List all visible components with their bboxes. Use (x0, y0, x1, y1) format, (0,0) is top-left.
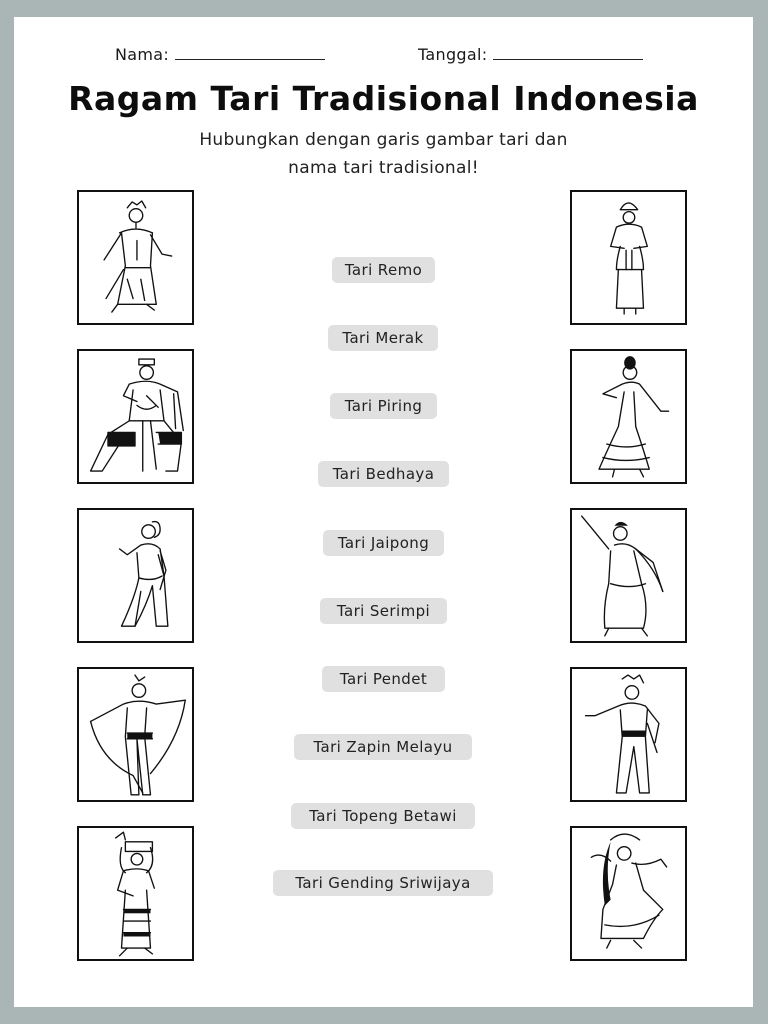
dancer-figure-icon (572, 510, 685, 641)
dancer-image-right-1[interactable] (570, 190, 687, 325)
instruction-line-2: nama tari tradisional! (288, 158, 479, 178)
dance-option-7[interactable]: Tari Pendet (322, 666, 445, 692)
dance-option-4[interactable]: Tari Bedhaya (318, 461, 449, 487)
dancer-figure-icon (79, 510, 192, 641)
date-field[interactable] (418, 45, 643, 64)
dancer-image-left-3[interactable] (77, 508, 194, 643)
dancer-image-left-4[interactable] (77, 667, 194, 802)
dancer-image-left-2[interactable] (77, 349, 194, 484)
dancer-figure-icon (79, 192, 192, 323)
worksheet (14, 17, 753, 1007)
name-blank-line[interactable] (175, 47, 325, 60)
dance-option-3[interactable]: Tari Piring (330, 393, 437, 419)
dancer-image-left-1[interactable] (77, 190, 194, 325)
dancer-figure-icon (79, 669, 192, 800)
date-label: Tanggal: (418, 45, 488, 64)
dancer-figure-icon (572, 669, 685, 800)
dancer-image-left-5[interactable] (77, 826, 194, 961)
dance-option-9[interactable]: Tari Topeng Betawi (291, 803, 475, 829)
name-field[interactable] (115, 45, 325, 64)
dancer-figure-icon (572, 192, 685, 323)
dance-option-1[interactable]: Tari Remo (332, 257, 435, 283)
dancer-figure-icon (572, 828, 685, 959)
dance-option-5[interactable]: Tari Jaipong (323, 530, 444, 556)
dance-option-10[interactable]: Tari Gending Sriwijaya (273, 870, 493, 896)
dancer-image-right-4[interactable] (570, 667, 687, 802)
page-title: Ragam Tari Tradisional Indonesia (68, 79, 699, 118)
dancer-image-right-5[interactable] (570, 826, 687, 961)
date-blank-line[interactable] (493, 47, 643, 60)
dancer-image-right-2[interactable] (570, 349, 687, 484)
dance-option-2[interactable]: Tari Merak (328, 325, 438, 351)
dancer-figure-icon (79, 828, 192, 959)
dancer-image-right-3[interactable] (570, 508, 687, 643)
dance-option-6[interactable]: Tari Serimpi (320, 598, 447, 624)
name-label: Nama: (115, 45, 170, 64)
instruction-line-1: Hubungkan dengan garis gambar tari dan (199, 130, 568, 150)
dance-option-8[interactable]: Tari Zapin Melayu (294, 734, 472, 760)
dancer-figure-icon (79, 351, 192, 482)
dancer-figure-icon (572, 351, 685, 482)
